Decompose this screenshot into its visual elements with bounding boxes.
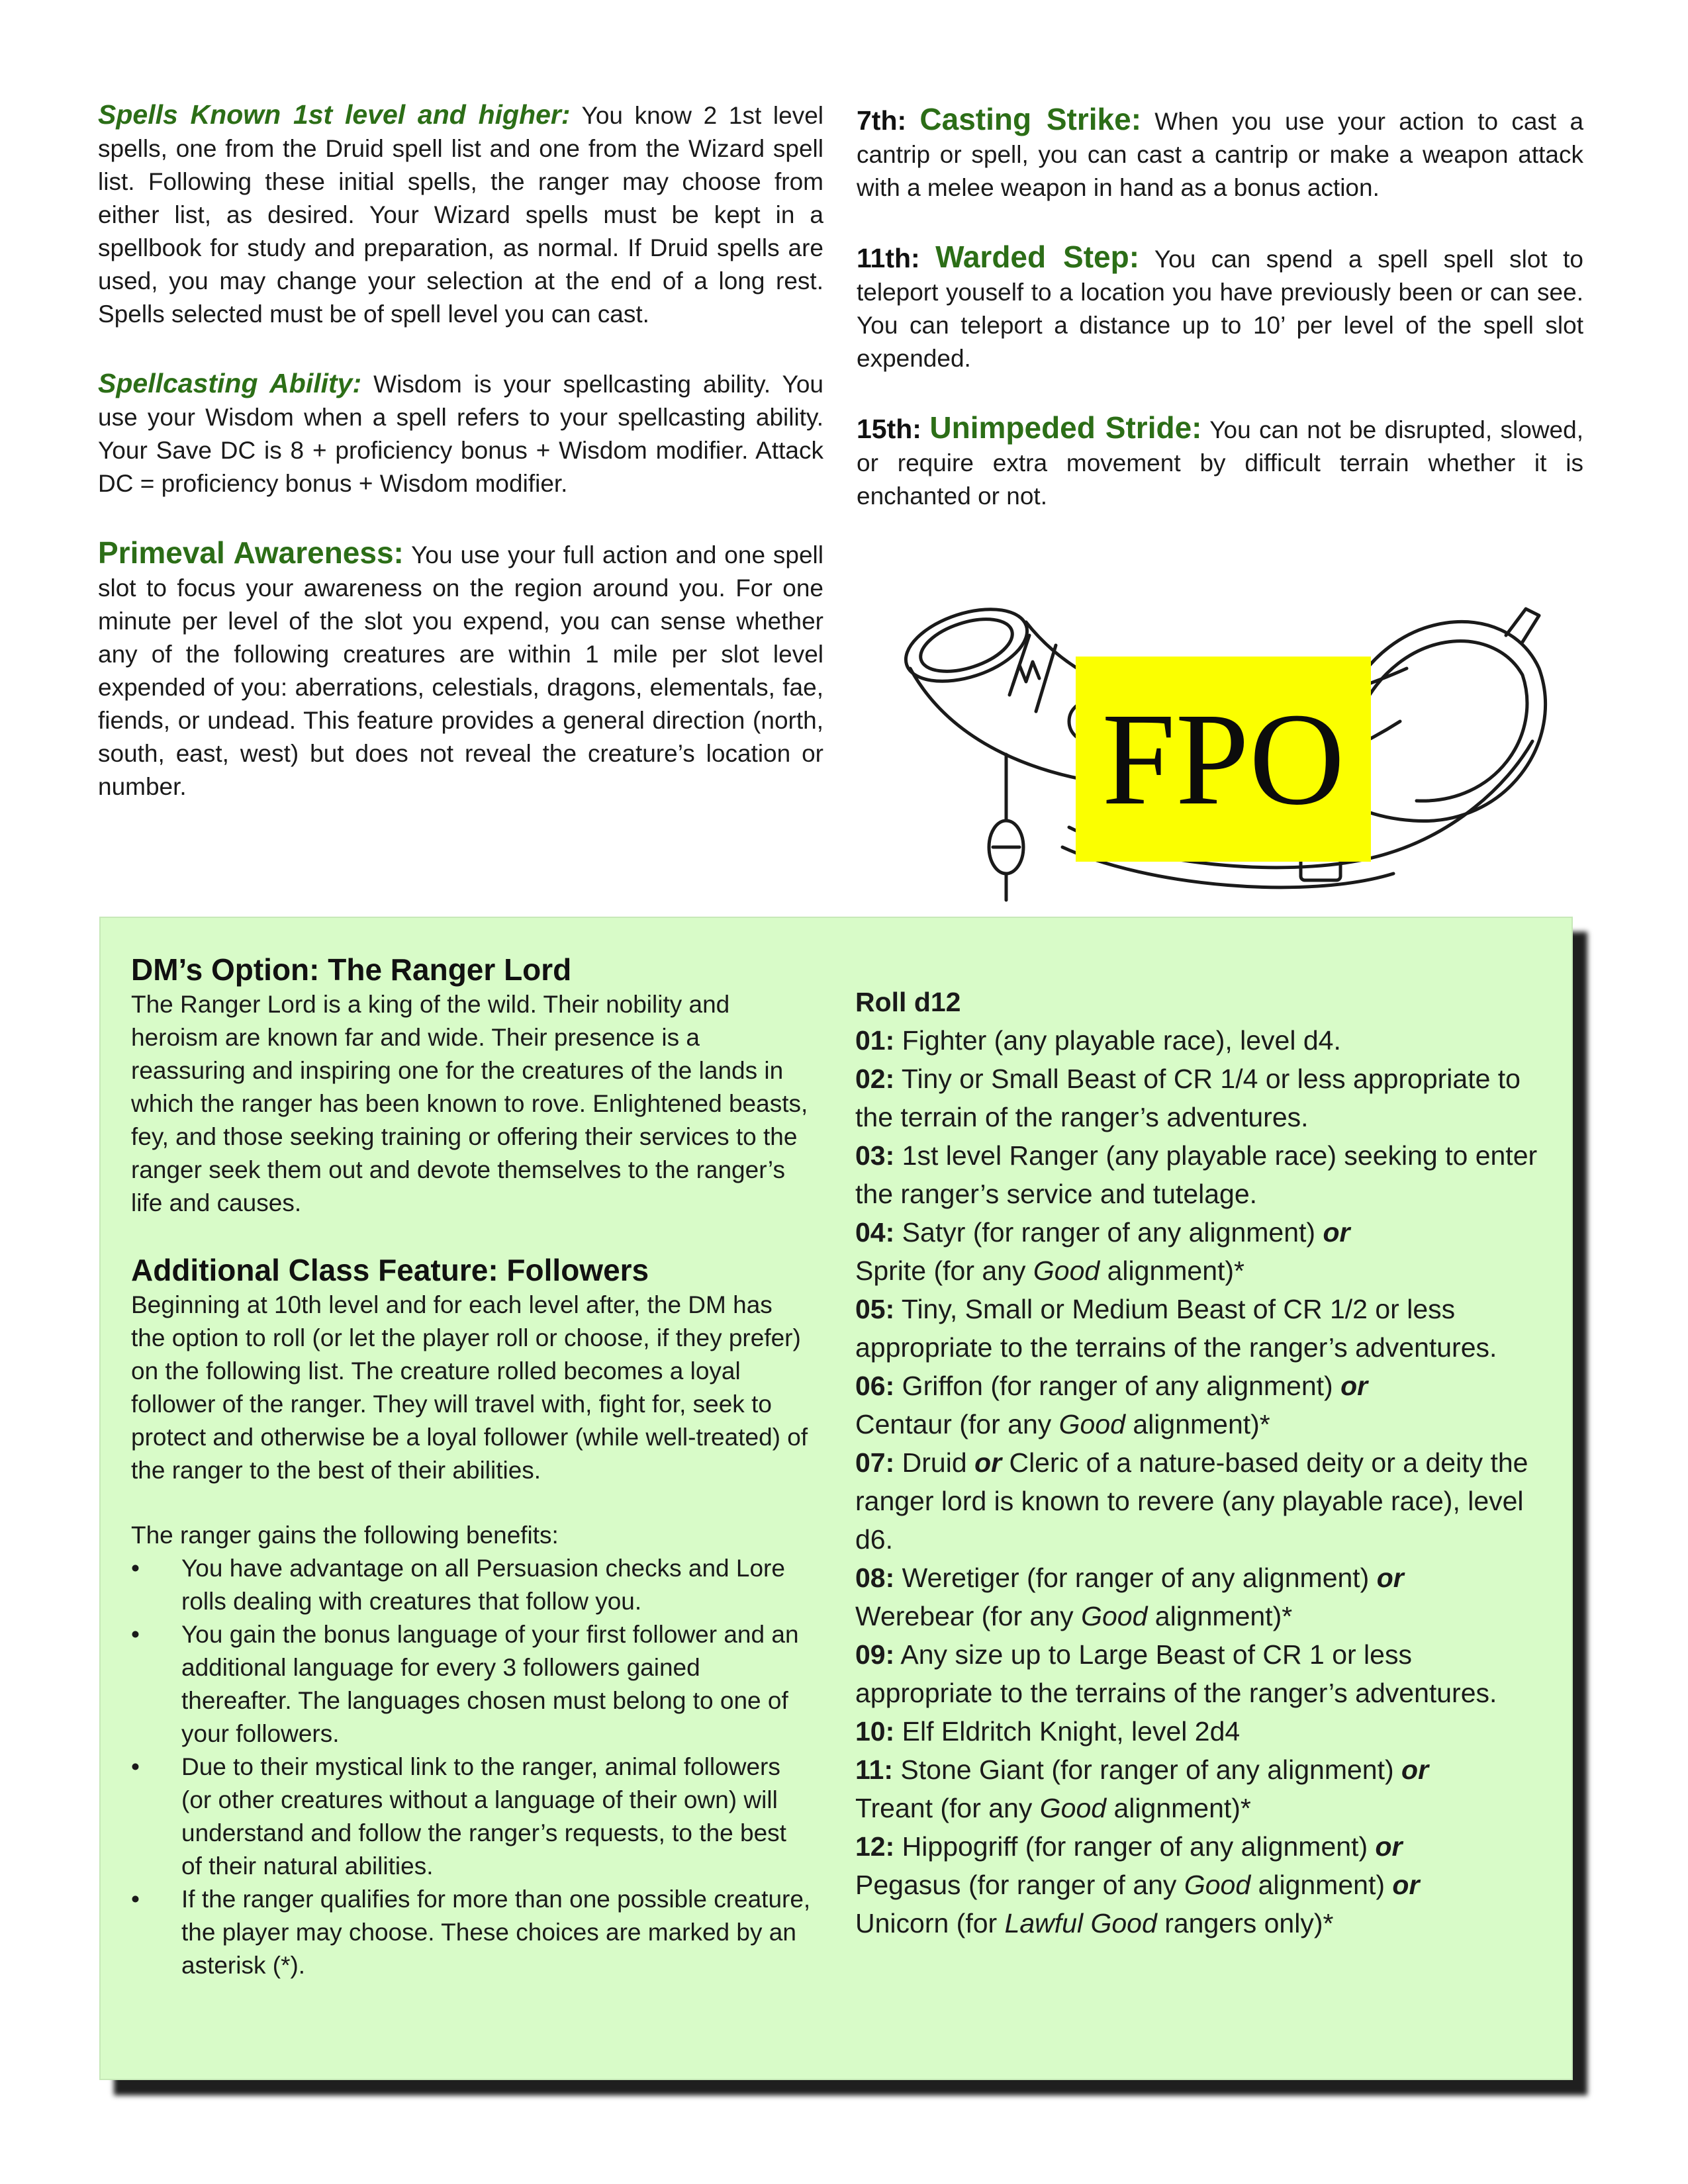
unimpeded-level: 15th: bbox=[857, 414, 921, 444]
unimpeded-heading: Unimpeded Stride: bbox=[929, 410, 1202, 445]
casting-strike-paragraph bbox=[857, 103, 1583, 205]
roll-entry-06: 06: Griffon (for ranger of any alignment) or Centaur (for any Good alignment)* bbox=[855, 1371, 1368, 1439]
list-item: • You have advantage on all Persuasion checks and Lore rolls dealing with creatures that follow you. bbox=[131, 1552, 813, 1618]
dm-option-heading: DM’s Option: The Ranger Lord bbox=[131, 952, 572, 987]
roll-entry-08: 08: Weretiger (for ranger of any alignment) or Werebear (for any Good alignment)* bbox=[855, 1563, 1404, 1631]
benefits-intro: The ranger gains the following benefits: bbox=[131, 1522, 559, 1549]
bullet-icon: • bbox=[131, 1753, 140, 1780]
ranger-lord-sidebar bbox=[99, 917, 1573, 2080]
bullet-icon: • bbox=[131, 1886, 140, 1913]
roll-entry-04: 04: Satyr (for ranger of any alignment) or Sprite (for any Good alignment)* bbox=[855, 1217, 1350, 1286]
primeval-text: You use your full action and one spell slot to focus your awareness on the region around you. For one minute per level of the slot you expend, you can sense whether any of the following creatures are within 1 mile per slot level expended of you: aberrations, celestials, dragons, elementals, fae, fiends, or undead. This feature provides a general direction (north, south, east, west) but does not reveal the creature’s location or number. bbox=[98, 541, 823, 800]
bullet-icon: • bbox=[131, 1555, 140, 1582]
followers-heading: Additional Class Feature: Followers bbox=[131, 1253, 649, 1287]
fpo-label: FPO bbox=[1102, 686, 1345, 833]
spellcasting-heading: Spellcasting Ability: bbox=[98, 368, 362, 398]
right-column bbox=[857, 103, 1583, 549]
unimpeded-paragraph bbox=[857, 411, 1583, 513]
list-item: • If the ranger qualifies for more than one possible creature, the player may choose. These choices are marked by an asterisk (*). bbox=[131, 1883, 813, 1982]
casting-strike-heading: Casting Strike: bbox=[919, 102, 1142, 136]
warded-step-text: You can spend a spell spell slot to teleport youself to a location you have previously been or can see. You can teleport a distance up to 10’ per level of the spell slot expended. bbox=[857, 246, 1583, 372]
roll-entry-02: 02: Tiny or Small Beast of CR 1/4 or less appropriate to the terrain of the ranger’s adventures. bbox=[855, 1064, 1521, 1132]
spellcasting-text: Wisdom is your spellcasting ability. You use your Wisdom when a spell refers to your spellcasting ability. Your Save DC is 8 + proficiency bonus + Wisdom modifier. Attack DC = proficiency bonus + Wisdom modifier. bbox=[98, 371, 823, 497]
warded-step-paragraph bbox=[857, 240, 1583, 375]
roll-entry-11: 11: Stone Giant (for ranger of any alignment) or Treant (for any Good alignment)* bbox=[855, 1754, 1429, 1823]
sidebar-left-column bbox=[131, 951, 813, 1982]
primeval-heading: Primeval Awareness: bbox=[98, 535, 404, 570]
roll-entry-03: 03: 1st level Ranger (any playable race) seeking to enter the ranger’s service and tutelage. bbox=[855, 1140, 1538, 1209]
casting-strike-text: When you use your action to cast a cantrip or spell, you can cast a cantrip or make a weapon attack with a melee weapon in hand as a bonus action. bbox=[857, 108, 1584, 201]
spells-known-text: You know 2 1st level spells, one from the Druid spell list and one from the Wizard spell list. Following these initial spells, the ranger may choose from either list, as desired. Your Wizard spells must be kept in a spellbook for study and preparation, as normal. If Druid spells are used, you may change your selection at the end of a long rest. Spells selected must be of spell level you can cast. bbox=[98, 102, 824, 328]
roll-entry-05: 05: Tiny, Small or Medium Beast of CR 1/2 or less appropriate to the terrains of the ranger’s adventures. bbox=[855, 1294, 1497, 1363]
primeval-paragraph bbox=[98, 536, 823, 803]
spells-known-paragraph bbox=[98, 98, 823, 331]
left-column bbox=[98, 98, 823, 839]
roll-entry-07: 07: Druid or Cleric of a nature-based deity or a deity the ranger lord is known to revere (any playable race), level d6. bbox=[855, 1447, 1528, 1555]
list-item: • You gain the bonus language of your first follower and an additional language for every 3 followers gained thereafter. The languages chosen must belong to one of your followers. bbox=[131, 1618, 813, 1751]
roll-table bbox=[855, 983, 1544, 1942]
roll-entry-01: 01: Fighter (any playable race), level d4. bbox=[855, 1025, 1341, 1056]
spellcasting-paragraph bbox=[98, 367, 823, 500]
fpo-placeholder bbox=[1076, 657, 1371, 862]
list-item: • Due to their mystical link to the ranger, animal followers (or other creatures without a language of their own) will understand and follow the ranger’s requests, to the best of their natural abilities. bbox=[131, 1751, 813, 1883]
spells-known-heading: Spells Known 1st level and higher: bbox=[98, 99, 571, 130]
roll-entry-10: 10: Elf Eldritch Knight, level 2d4 bbox=[855, 1716, 1241, 1747]
roll-entry-09: 09: Any size up to Large Beast of CR 1 or less appropriate to the terrains of the ranger’s adventures. bbox=[855, 1639, 1497, 1708]
roll-title: Roll d12 bbox=[855, 987, 961, 1017]
unimpeded-text: You can not be disrupted, slowed, or require extra movement by difficult terrain whether it is enchanted or not. bbox=[857, 416, 1583, 510]
casting-strike-level: 7th: bbox=[857, 105, 907, 136]
bullet-icon: • bbox=[131, 1621, 140, 1648]
followers-text: Beginning at 10th level and for each level after, the DM has the option to roll (or let the player roll or choose, if they prefer) on the following list. The creature rolled becomes a loyal follower of the ranger. They will travel with, fight for, seek to protect and otherwise be a loyal follower (while well-treated) of the ranger to the best of their abilities. bbox=[131, 1291, 808, 1484]
warded-step-level: 11th: bbox=[857, 243, 920, 273]
roll-entry-12: 12: Hippogriff (for ranger of any alignment) or Pegasus (for ranger of any Good alignment) or Unicorn (for Lawful Good rangers only)* bbox=[855, 1831, 1420, 1938]
benefits-list bbox=[131, 1552, 813, 1982]
dm-option-text: The Ranger Lord is a king of the wild. Their nobility and heroism are known far and wide. Their presence is a reassuring and inspiring one for the creatures of the lands in which the ranger has been known to rove. Enlightened beasts, fey, and those seeking training or offering their services to the ranger seek them out and devote themselves to the ranger’s life and causes. bbox=[131, 991, 808, 1216]
warded-step-heading: Warded Step: bbox=[935, 240, 1140, 274]
